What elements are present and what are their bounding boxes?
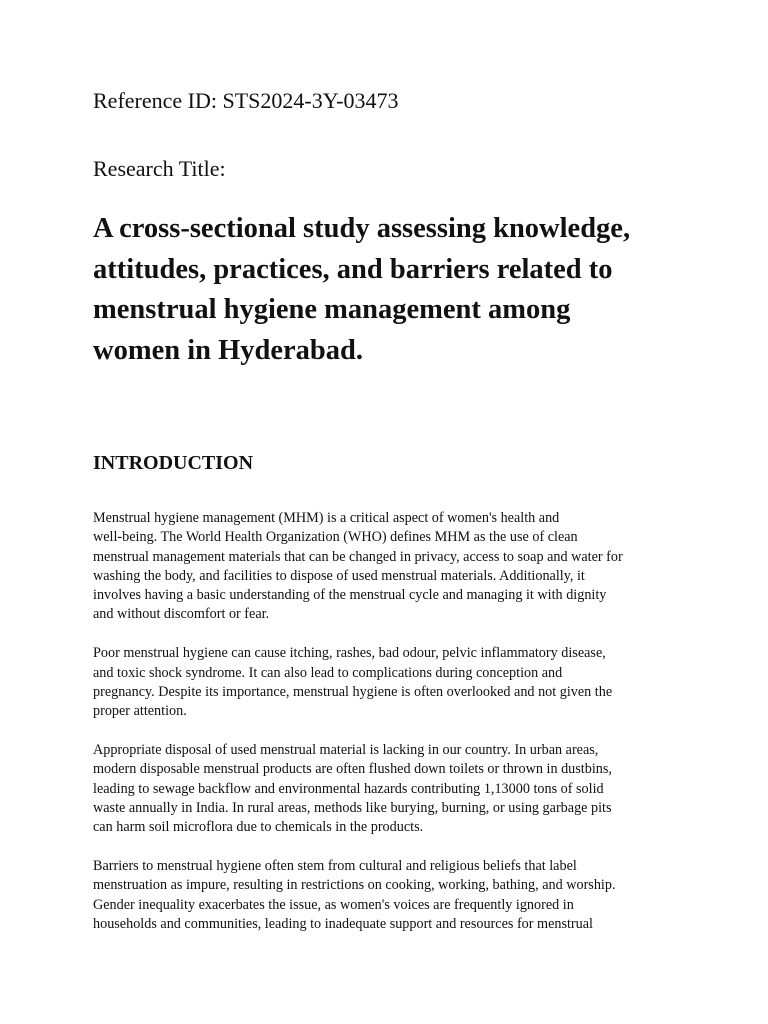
paragraph-line: Poor menstrual hygiene can cause itching, rashes, bad odour, pelvic inflammatory disease,	[93, 645, 606, 662]
paragraph-line: Appropriate disposal of used menstrual material is lacking in our country. In urban areas,	[93, 741, 599, 758]
paragraph-line: pregnancy. Despite its importance, menstrual hygiene is often overlooked and not given the	[93, 683, 613, 700]
research-title: A cross-sectional study assessing knowledge, attitudes, practices, and barriers related to menstrual hygiene management among women in Hyderabad.	[93, 213, 631, 366]
paragraph-line: involves having a basic understanding of the menstrual cycle and managing it with dignity	[93, 587, 607, 604]
paragraph-line: washing the body, and facilities to dispose of used menstrual materials. Additionally, it	[93, 567, 585, 584]
paragraph-line: leading to sewage backflow and environmental hazards contributing 1,13000 tons of solid	[93, 780, 604, 797]
paragraph-line: well-being. The World Health Organization (WHO) defines MHM as the use of clean	[93, 529, 578, 546]
paragraph-line: menstrual management materials that can be changed in privacy, access to soap and water for	[93, 548, 623, 565]
reference-id: Reference ID: STS2024-3Y-03473	[93, 88, 399, 113]
paragraph-line: Menstrual hygiene management (MHM) is a critical aspect of women's health and	[93, 510, 560, 526]
paragraph	[93, 509, 683, 625]
paragraph-line: Gender inequality exacerbates the issue, as women's voices are frequently ignored in	[93, 896, 574, 913]
paragraph	[93, 644, 683, 721]
paragraph	[93, 741, 683, 837]
paragraph-line: menstruation as impure, resulting in restrictions on cooking, working, bathing, and worship.	[93, 877, 616, 894]
paragraph	[93, 857, 683, 934]
paragraph-line: modern disposable menstrual products are often flushed down toilets or thrown in dustbins,	[93, 761, 612, 778]
paragraph-line: and toxic shock syndrome. It can also lead to complications during conception and	[93, 664, 563, 681]
paragraph-line: Barriers to menstrual hygiene often stem from cultural and religious beliefs that label	[93, 857, 577, 874]
section-heading-introduction: INTRODUCTION	[93, 452, 254, 474]
paragraph-line: waste annually in India. In rural areas, methods like burying, burning, or using garbage pits	[93, 799, 612, 816]
research-title-label: Research Title:	[93, 156, 226, 181]
paragraph-line: households and communities, leading to inadequate support and resources for menstrual	[93, 915, 593, 932]
paragraph-line: can harm soil microflora due to chemicals in the products.	[93, 819, 424, 836]
paragraph-line: proper attention.	[93, 703, 187, 720]
paragraph-line: and without discomfort or fear.	[93, 606, 270, 623]
introduction-body	[93, 509, 683, 954]
